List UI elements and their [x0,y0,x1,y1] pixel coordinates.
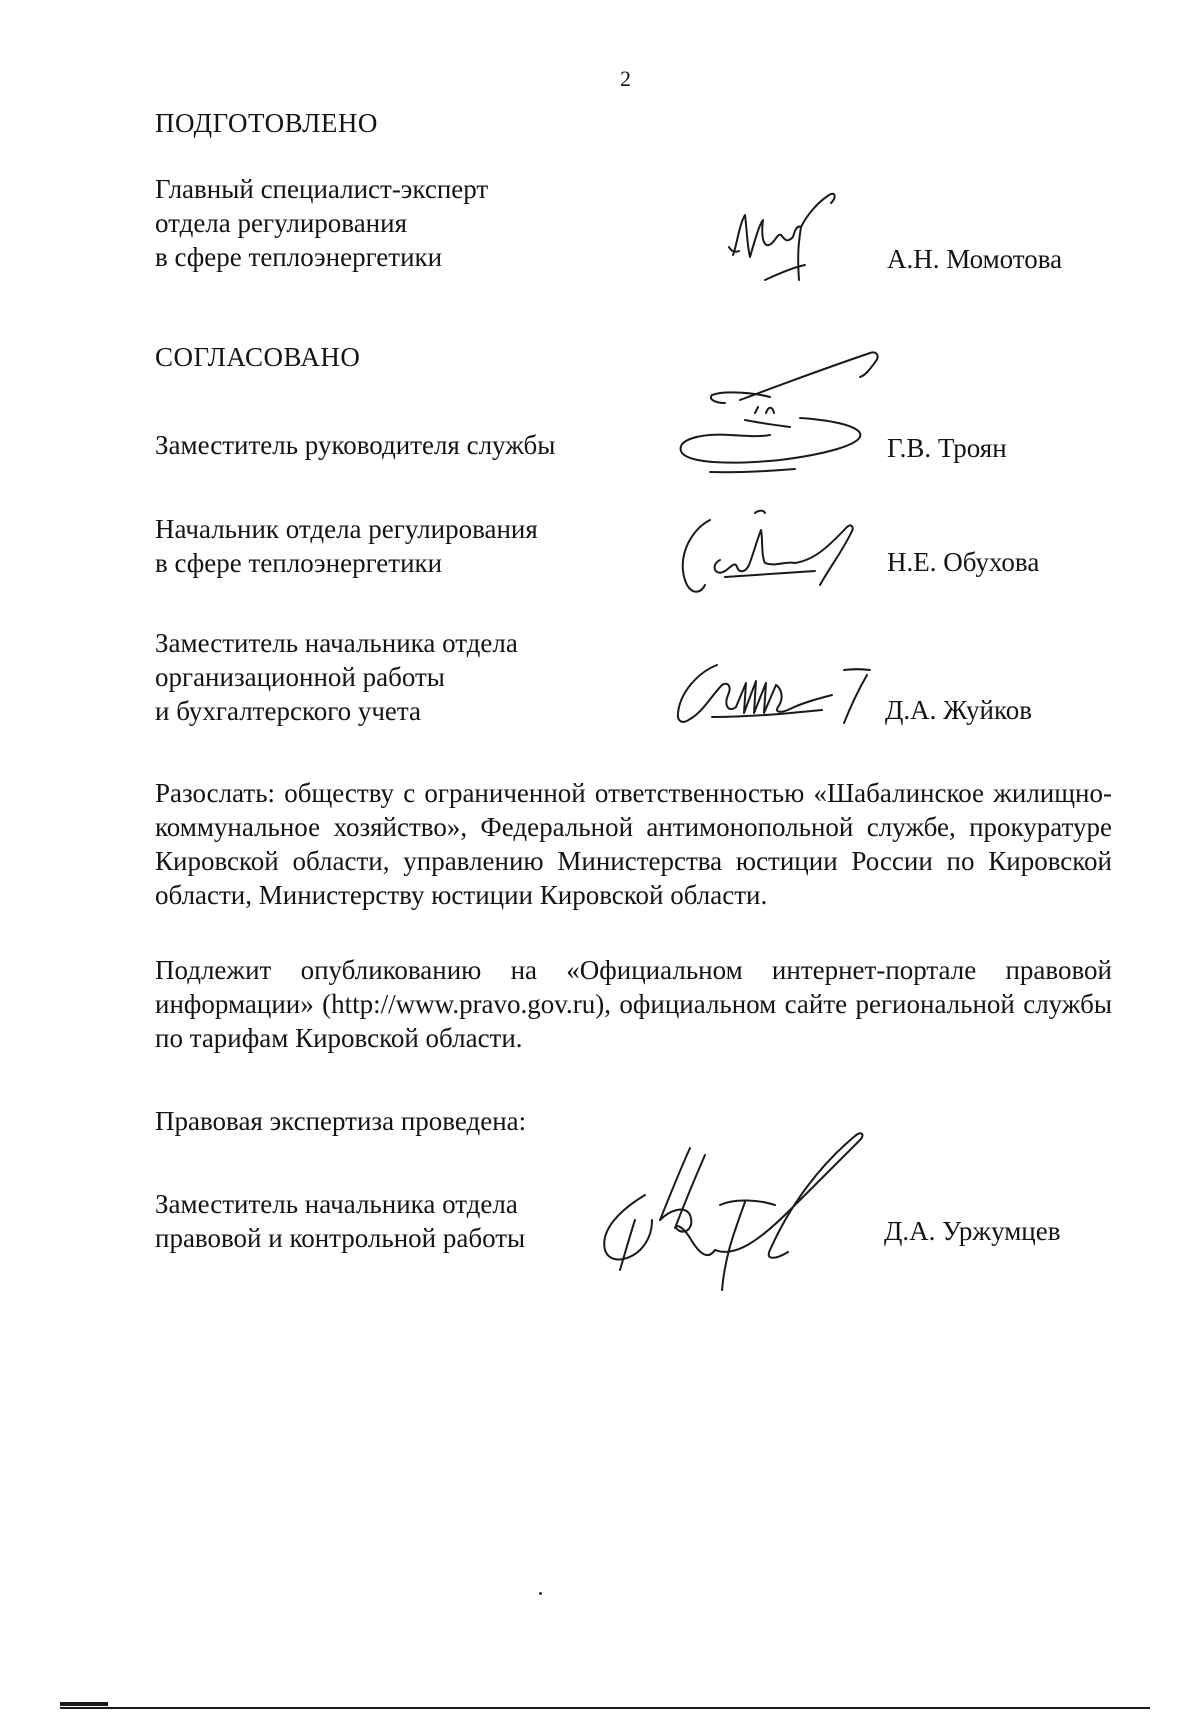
legal-review-name: Д.А. Уржумцев [884,1216,1061,1246]
role-line: Заместитель руководителя службы [155,430,556,460]
signature-momotova [725,185,855,295]
prepared-name: А.Н. Момотова [887,244,1063,274]
agreed-name-2: Н.Е. Обухова [887,547,1040,577]
role-line: и бухгалтерского учета [155,696,422,726]
signature-obukhova [665,505,865,600]
page-number: 2 [620,66,631,91]
agreed-role-2 [155,512,655,580]
agreed-heading: СОГЛАСОВАНО [155,342,361,372]
agreed-name-1: Г.В. Троян [887,433,1007,463]
agreed-name-3: Д.А. Жуйков [885,695,1032,725]
role-line: Заместитель начальника отдела [155,628,518,658]
role-line: организационной работы [155,662,445,692]
bottom-mark [60,1700,110,1708]
legal-review-heading: Правовая экспертиза проведена: [155,1106,527,1136]
agreed-role-3 [155,626,655,728]
distribution-text: Разослать: обществу с ограниченной ответственностью «Шабалинское жилищно-коммунальное хозяйство», Федеральной антимонопольной службе, прокуратуре Кировской области, управлению Министерства юстиции России по Кировской области, Министерству юстиции Кировской области. [155,778,1112,910]
role-line: Главный специалист-эксперт [155,174,489,204]
role-line: Начальник отдела регулирования [155,514,538,544]
role-line: в сфере теплоэнергетики [155,548,443,578]
scan-speck [539,1592,542,1595]
role-line: правовой и контрольной работы [155,1223,526,1253]
publication-text: Подлежит опубликованию на «Официальном интернет-портале правовой информации» (http://www.pravo.gov.ru), официальном сайте региональной службы по тарифам Кировской области. [155,955,1112,1053]
bottom-rule [60,1707,1150,1709]
role-line: Заместитель начальника отдела [155,1189,518,1219]
signature-troyan [670,345,900,495]
signature-zhuykov [672,655,892,735]
prepared-heading: ПОДГОТОВЛЕНО [155,108,378,138]
prepared-role [155,172,655,274]
signature-urzhumtsev [560,1110,900,1300]
role-line: в сфере теплоэнергетики [155,242,443,272]
role-line: отдела регулирования [155,208,408,238]
agreed-role-1 [155,428,655,462]
